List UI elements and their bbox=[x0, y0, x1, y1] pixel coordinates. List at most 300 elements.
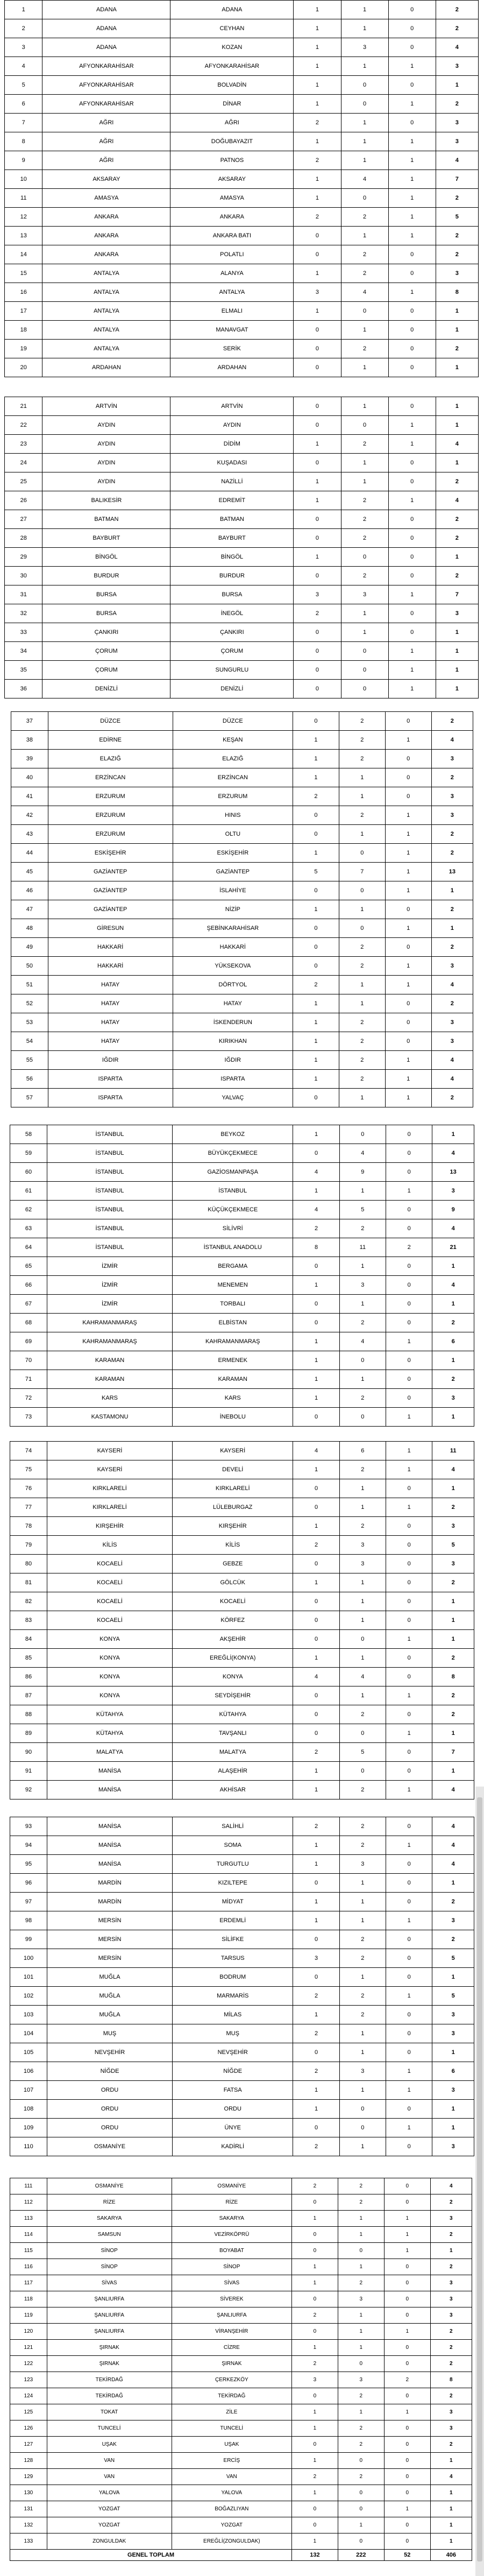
table-cell: 1 bbox=[436, 302, 478, 321]
table-cell: 1 bbox=[341, 623, 388, 642]
table-cell: 2 bbox=[339, 1032, 385, 1051]
table-cell: ADANA bbox=[42, 38, 170, 57]
table-cell: 3 bbox=[339, 2062, 386, 2081]
table-cell: İSTANBUL bbox=[47, 1163, 173, 1182]
table-cell: 4 bbox=[293, 1163, 339, 1182]
table-cell: 2 bbox=[341, 264, 388, 283]
table-cell: KONYA bbox=[47, 1686, 173, 1705]
table-cell: KONYA bbox=[173, 1668, 293, 1686]
table-cell: 5 bbox=[432, 1949, 474, 1968]
table-cell: 3 bbox=[292, 2372, 338, 2388]
table-cell: ANTALYA bbox=[42, 340, 170, 358]
table-cell: 1 bbox=[5, 1, 42, 19]
table-row bbox=[11, 900, 473, 919]
table-cell: SİLİVRİ bbox=[173, 1219, 293, 1238]
table-cell: 2 bbox=[293, 1817, 339, 1836]
table-cell: 70 bbox=[10, 1351, 47, 1370]
table-cell: ANKARA bbox=[42, 245, 170, 264]
table-cell: 75 bbox=[10, 1460, 47, 1479]
table-cell: 120 bbox=[10, 2324, 47, 2340]
table-cell: 6 bbox=[432, 1332, 474, 1351]
table-cell: 0 bbox=[338, 2485, 384, 2501]
table-cell: ÇORUM bbox=[42, 642, 170, 661]
table-cell: 63 bbox=[10, 1219, 47, 1238]
table-cell: 0 bbox=[293, 1144, 339, 1163]
table-row bbox=[11, 957, 473, 976]
table-cell: 13 bbox=[432, 1163, 474, 1182]
table-cell: 0 bbox=[384, 2388, 430, 2404]
table-cell: 0 bbox=[388, 76, 436, 95]
table-cell: İNEGÖL bbox=[170, 604, 294, 623]
table-cell: ADANA bbox=[42, 19, 170, 38]
table-cell: 1 bbox=[385, 919, 431, 938]
table-cell: 1 bbox=[293, 1762, 339, 1781]
table-cell: 1 bbox=[386, 2081, 432, 2100]
table-cell: 2 bbox=[339, 1949, 386, 1968]
table-cell: KADİRLİ bbox=[173, 2137, 293, 2156]
table-cell: 2 bbox=[432, 1573, 474, 1592]
table-cell: 0 bbox=[388, 604, 436, 623]
table-cell: ORDU bbox=[173, 2100, 293, 2119]
table-cell: 1 bbox=[292, 2211, 338, 2227]
table-cell: AFYONKARAHİSAR bbox=[42, 95, 170, 114]
table-row bbox=[5, 19, 479, 38]
table-cell: 85 bbox=[10, 1649, 47, 1668]
table-cell: 2 bbox=[339, 806, 385, 825]
table-cell: 1 bbox=[388, 95, 436, 114]
table-cell: YOZGAT bbox=[47, 2517, 172, 2533]
scrollbar-track[interactable] bbox=[475, 1787, 484, 2576]
table-cell: 0 bbox=[294, 529, 341, 548]
table-cell: 129 bbox=[10, 2469, 47, 2485]
table-cell: KİLİS bbox=[173, 1536, 293, 1555]
table-cell: İNEBOLU bbox=[173, 1408, 293, 1427]
table-cell: 1 bbox=[339, 1295, 386, 1314]
table-cell: 0 bbox=[386, 1949, 432, 1968]
table-cell: 0 bbox=[293, 1611, 339, 1630]
table-cell: 1 bbox=[294, 1, 341, 19]
table-cell: 0 bbox=[384, 2291, 430, 2307]
table-row bbox=[10, 2533, 472, 2550]
table-cell: 0 bbox=[338, 2453, 384, 2469]
table-row bbox=[10, 2340, 472, 2356]
table-cell: 0 bbox=[292, 2324, 338, 2340]
table-cell: 0 bbox=[293, 1930, 339, 1949]
table-cell: 1 bbox=[294, 95, 341, 114]
table-cell: 0 bbox=[294, 321, 341, 340]
table-cell: 0 bbox=[341, 302, 388, 321]
table-cell: 4 bbox=[430, 2469, 472, 2485]
table-cell: 1 bbox=[341, 227, 388, 245]
table-cell: ISPARTA bbox=[48, 1070, 173, 1089]
table-cell: 0 bbox=[384, 2420, 430, 2437]
table-cell: EREĞLİ(KONYA) bbox=[173, 1649, 293, 1668]
table-cell: 3 bbox=[431, 1032, 473, 1051]
table-body bbox=[5, 1, 479, 377]
table-cell: TAVŞANLI bbox=[173, 1724, 293, 1743]
table-row bbox=[11, 938, 473, 957]
table-cell: ANKARA bbox=[42, 208, 170, 227]
table-cell: 2 bbox=[431, 1089, 473, 1107]
table-cell: 2 bbox=[293, 1536, 339, 1555]
table-cell: 90 bbox=[10, 1743, 47, 1762]
table-cell: 0 bbox=[294, 510, 341, 529]
table-cell: 99 bbox=[10, 1930, 47, 1949]
table-cell: 8 bbox=[5, 132, 42, 151]
table-cell: 78 bbox=[10, 1517, 47, 1536]
table-cell: HATAY bbox=[48, 1013, 173, 1032]
table-cell: 0 bbox=[293, 1630, 339, 1649]
table-cell: SİVAS bbox=[47, 2275, 172, 2291]
table-cell: KARAMAN bbox=[173, 1370, 293, 1389]
table-cell: 132 bbox=[10, 2517, 47, 2533]
table-cell: MUŞ bbox=[173, 2024, 293, 2043]
table-cell: 0 bbox=[293, 1295, 339, 1314]
table-cell: 116 bbox=[10, 2259, 47, 2275]
table-cell: 1 bbox=[386, 1408, 432, 1427]
table-cell: 3 bbox=[432, 2006, 474, 2024]
table-cell: 73 bbox=[10, 1408, 47, 1427]
table-cell: 1 bbox=[385, 863, 431, 881]
table-row bbox=[10, 1930, 474, 1949]
table-cell: LÜLEBURGAZ bbox=[173, 1498, 293, 1517]
table-cell: 2 bbox=[338, 2469, 384, 2485]
table-cell: KAYSERİ bbox=[173, 1442, 293, 1460]
table-row bbox=[10, 1144, 474, 1163]
table-cell: VAN bbox=[47, 2469, 172, 2485]
table-row bbox=[10, 2420, 472, 2437]
table-cell: 0 bbox=[293, 1592, 339, 1611]
table-cell: 2 bbox=[436, 472, 478, 491]
table-cell: VAN bbox=[47, 2453, 172, 2469]
table-cell: 2 bbox=[339, 1517, 386, 1536]
table-cell: 1 bbox=[388, 661, 436, 680]
table-cell: 0 bbox=[388, 454, 436, 472]
table-cell: 102 bbox=[10, 1987, 47, 2006]
table-cell: 60 bbox=[10, 1163, 47, 1182]
table-cell: 21 bbox=[5, 397, 42, 416]
table-cell: 1 bbox=[293, 900, 339, 919]
table-section-3 bbox=[11, 711, 473, 1112]
scrollbar-thumb[interactable] bbox=[477, 1797, 482, 2561]
table-cell: AFYONKARAHİSAR bbox=[170, 57, 294, 76]
table-cell: OSMANİYE bbox=[172, 2178, 291, 2194]
table-cell: 1 bbox=[339, 2024, 386, 2043]
table-row bbox=[10, 1295, 474, 1314]
table-row bbox=[10, 1817, 474, 1836]
table-cell: 4 bbox=[432, 1817, 474, 1836]
table-cell: ARDAHAN bbox=[42, 358, 170, 377]
table-cell: 1 bbox=[293, 1893, 339, 1911]
table-cell: DÜZCE bbox=[173, 712, 293, 731]
table-cell: YOZGAT bbox=[172, 2517, 291, 2533]
table-cell: 1 bbox=[339, 1257, 386, 1276]
table-cell: KOCAELİ bbox=[47, 1573, 173, 1592]
table-cell: BALIKESİR bbox=[42, 491, 170, 510]
table-cell: 0 bbox=[386, 1125, 432, 1144]
table-row bbox=[10, 2178, 472, 2194]
table-cell: GİRESUN bbox=[48, 919, 173, 938]
table-cell: 13 bbox=[431, 863, 473, 881]
table-cell: 1 bbox=[385, 976, 431, 994]
table-cell: 2 bbox=[339, 1836, 386, 1855]
table-cell: 30 bbox=[5, 567, 42, 585]
table-cell: 36 bbox=[5, 680, 42, 698]
table-cell: GAZİANTEP bbox=[173, 863, 293, 881]
table-cell: 2 bbox=[338, 2437, 384, 2453]
table-cell: 98 bbox=[10, 1911, 47, 1930]
table-cell: 0 bbox=[386, 1295, 432, 1314]
table-cell: 27 bbox=[5, 510, 42, 529]
table-cell: 1 bbox=[341, 19, 388, 38]
table-cell: KİLİS bbox=[47, 1536, 173, 1555]
table-cell: 2 bbox=[293, 976, 339, 994]
table-cell: 3 bbox=[436, 132, 478, 151]
table-cell: ERZİNCAN bbox=[48, 768, 173, 787]
table-cell: 101 bbox=[10, 1968, 47, 1987]
table-cell: KOCAELİ bbox=[47, 1555, 173, 1573]
table-cell: 127 bbox=[10, 2437, 47, 2453]
table-row bbox=[10, 1408, 474, 1427]
table-cell: 4 bbox=[293, 1668, 339, 1686]
table-cell: 1 bbox=[432, 1630, 474, 1649]
table-cell: 71 bbox=[10, 1370, 47, 1389]
table-cell: 121 bbox=[10, 2340, 47, 2356]
table-cell: 0 bbox=[339, 1351, 386, 1370]
table-cell: 1 bbox=[436, 661, 478, 680]
table-cell: TOKAT bbox=[47, 2404, 172, 2420]
table-cell: 5 bbox=[432, 1536, 474, 1555]
table-row bbox=[10, 2100, 474, 2119]
data-table bbox=[10, 2178, 472, 2561]
table-cell: KIRŞEHİR bbox=[173, 1517, 293, 1536]
table-cell: 0 bbox=[341, 642, 388, 661]
table-cell: 0 bbox=[388, 321, 436, 340]
table-cell: 2 bbox=[432, 1705, 474, 1724]
table-cell: 2 bbox=[339, 750, 385, 768]
table-row bbox=[5, 585, 479, 604]
table-cell: 1 bbox=[341, 358, 388, 377]
table-cell: 93 bbox=[10, 1817, 47, 1836]
table-cell: ERZURUM bbox=[48, 806, 173, 825]
table-cell: 5 bbox=[436, 208, 478, 227]
table-row bbox=[11, 976, 473, 994]
table-cell: 2 bbox=[430, 2388, 472, 2404]
table-cell: 1 bbox=[341, 57, 388, 76]
table-row bbox=[10, 1592, 474, 1611]
table-cell: ANTALYA bbox=[42, 283, 170, 302]
table-cell: 61 bbox=[10, 1182, 47, 1201]
table-cell: MANİSA bbox=[47, 1817, 173, 1836]
table-cell: 2 bbox=[294, 114, 341, 132]
table-cell: YÜKSEKOVA bbox=[173, 957, 293, 976]
table-cell: TEKİRDAĞ bbox=[47, 2388, 172, 2404]
table-cell: ANKARA BATI bbox=[170, 227, 294, 245]
table-cell: SAKARYA bbox=[172, 2211, 291, 2227]
table-cell: 1 bbox=[432, 1125, 474, 1144]
table-cell: 2 bbox=[339, 1460, 386, 1479]
table-row bbox=[5, 680, 479, 698]
table-cell: 124 bbox=[10, 2388, 47, 2404]
table-cell: 1 bbox=[386, 1460, 432, 1479]
table-row bbox=[10, 2291, 472, 2307]
table-cell: 109 bbox=[10, 2119, 47, 2137]
table-cell: 0 bbox=[385, 900, 431, 919]
table-cell: 0 bbox=[386, 1611, 432, 1630]
table-cell: 0 bbox=[386, 1163, 432, 1182]
table-cell: 1 bbox=[432, 2043, 474, 2062]
table-cell: 0 bbox=[384, 2275, 430, 2291]
table-cell: 0 bbox=[386, 1351, 432, 1370]
table-cell: ŞANLIURFA bbox=[172, 2307, 291, 2324]
table-cell: ÇORUM bbox=[42, 661, 170, 680]
table-cell: 12 bbox=[5, 208, 42, 227]
table-cell: 3 bbox=[431, 787, 473, 806]
table-cell: 1 bbox=[339, 1874, 386, 1893]
table-cell: 1 bbox=[386, 2062, 432, 2081]
table-cell: 2 bbox=[436, 510, 478, 529]
table-cell: 0 bbox=[386, 1743, 432, 1762]
table-cell: 0 bbox=[388, 510, 436, 529]
table-cell: KÖRFEZ bbox=[173, 1611, 293, 1630]
table-cell: ÇORUM bbox=[170, 642, 294, 661]
table-cell: 1 bbox=[432, 1968, 474, 1987]
table-cell: 1 bbox=[339, 1370, 386, 1389]
table-cell: 1 bbox=[293, 844, 339, 863]
table-cell: 0 bbox=[338, 2501, 384, 2517]
table-cell: ISPARTA bbox=[173, 1070, 293, 1089]
table-row bbox=[10, 1968, 474, 1987]
table-cell: GAZİANTEP bbox=[48, 900, 173, 919]
table-cell: 1 bbox=[341, 132, 388, 151]
table-cell: ŞIRNAK bbox=[172, 2356, 291, 2372]
table-cell: 0 bbox=[388, 472, 436, 491]
table-cell: 0 bbox=[293, 1724, 339, 1743]
table-cell: ZONGULDAK bbox=[47, 2533, 172, 2550]
table-row bbox=[10, 2211, 472, 2227]
table-cell: SOMA bbox=[173, 1836, 293, 1855]
table-cell: 1 bbox=[339, 1479, 386, 1498]
table-cell: 2 bbox=[339, 731, 385, 750]
table-cell: 1 bbox=[292, 2404, 338, 2420]
table-cell: 131 bbox=[10, 2501, 47, 2517]
table-cell: 6 bbox=[339, 1442, 386, 1460]
table-cell: 1 bbox=[385, 731, 431, 750]
table-cell: 43 bbox=[11, 825, 48, 844]
table-cell: 1 bbox=[384, 2501, 430, 2517]
table-cell: AKSARAY bbox=[170, 170, 294, 189]
table-cell: AMASYA bbox=[170, 189, 294, 208]
table-cell: 1 bbox=[430, 2453, 472, 2469]
table-cell: 1 bbox=[339, 994, 385, 1013]
total-cell: 132 bbox=[292, 2550, 338, 2561]
table-cell: 128 bbox=[10, 2453, 47, 2469]
table-cell: İSTANBUL ANADOLU bbox=[173, 1238, 293, 1257]
table-cell: 3 bbox=[432, 1182, 474, 1201]
table-cell: DENİZLİ bbox=[170, 680, 294, 698]
table-cell: KOZAN bbox=[170, 38, 294, 57]
table-row bbox=[5, 57, 479, 76]
table-cell: 1 bbox=[430, 2501, 472, 2517]
table-cell: İSKENDERUN bbox=[173, 1013, 293, 1032]
table-cell: 1 bbox=[294, 435, 341, 454]
table-cell: 59 bbox=[10, 1144, 47, 1163]
table-row bbox=[10, 1536, 474, 1555]
table-cell: 1 bbox=[386, 1182, 432, 1201]
table-cell: 1 bbox=[388, 170, 436, 189]
table-cell: 5 bbox=[339, 1201, 386, 1219]
table-section-4 bbox=[10, 1125, 474, 1430]
table-cell: 130 bbox=[10, 2485, 47, 2501]
table-cell: 4 bbox=[341, 170, 388, 189]
table-cell: 6 bbox=[432, 2062, 474, 2081]
table-cell: MARDİN bbox=[47, 1893, 173, 1911]
table-row bbox=[5, 642, 479, 661]
table-cell: İSTANBUL bbox=[47, 1238, 173, 1257]
table-cell: 125 bbox=[10, 2404, 47, 2420]
table-row bbox=[10, 1781, 474, 1799]
table-cell: 1 bbox=[386, 1498, 432, 1517]
table-cell: 86 bbox=[10, 1668, 47, 1686]
table-cell: 1 bbox=[432, 1592, 474, 1611]
table-cell: 0 bbox=[294, 567, 341, 585]
table-cell: 1 bbox=[292, 2420, 338, 2437]
table-cell: İZMİR bbox=[47, 1257, 173, 1276]
table-cell: 14 bbox=[5, 245, 42, 264]
table-cell: 2 bbox=[339, 1781, 386, 1799]
table-cell: 55 bbox=[11, 1051, 48, 1070]
table-row bbox=[11, 1013, 473, 1032]
table-cell: MUŞ bbox=[47, 2024, 173, 2043]
table-cell: 49 bbox=[11, 938, 48, 957]
table-cell: 0 bbox=[388, 302, 436, 321]
table-cell: 1 bbox=[339, 976, 385, 994]
table-cell: YALOVA bbox=[47, 2485, 172, 2501]
table-cell: 4 bbox=[431, 1070, 473, 1089]
table-cell: ALAŞEHİR bbox=[173, 1762, 293, 1781]
table-cell: 1 bbox=[384, 2243, 430, 2259]
table-cell: YALVAÇ bbox=[173, 1089, 293, 1107]
table-cell: 2 bbox=[338, 2275, 384, 2291]
table-cell: KARS bbox=[173, 1389, 293, 1408]
table-cell: 2 bbox=[339, 938, 385, 957]
table-cell: 2 bbox=[292, 2307, 338, 2324]
table-cell: KIZILTEPE bbox=[173, 1874, 293, 1893]
table-row bbox=[5, 529, 479, 548]
table-cell: 1 bbox=[292, 2533, 338, 2550]
total-cell: 406 bbox=[430, 2550, 472, 2561]
table-cell: 7 bbox=[339, 863, 385, 881]
table-cell: 2 bbox=[432, 1314, 474, 1332]
table-row bbox=[11, 768, 473, 787]
table-row bbox=[5, 38, 479, 57]
table-cell: 42 bbox=[11, 806, 48, 825]
table-cell: 0 bbox=[384, 2259, 430, 2275]
table-cell: EDREMİT bbox=[170, 491, 294, 510]
table-cell: DİNAR bbox=[170, 95, 294, 114]
table-cell: ELBİSTAN bbox=[173, 1314, 293, 1332]
table-cell: HAKKARİ bbox=[48, 938, 173, 957]
table-cell: 33 bbox=[5, 623, 42, 642]
table-cell: 2 bbox=[431, 825, 473, 844]
table-cell: IĞDIR bbox=[173, 1051, 293, 1070]
table-cell: 2 bbox=[432, 1930, 474, 1949]
table-cell: MERSİN bbox=[47, 1930, 173, 1949]
total-label: GENEL TOPLAM bbox=[10, 2550, 292, 2561]
table-cell: 11 bbox=[339, 1238, 386, 1257]
table-cell: AYDIN bbox=[42, 472, 170, 491]
table-cell: GAZİANTEP bbox=[48, 881, 173, 900]
